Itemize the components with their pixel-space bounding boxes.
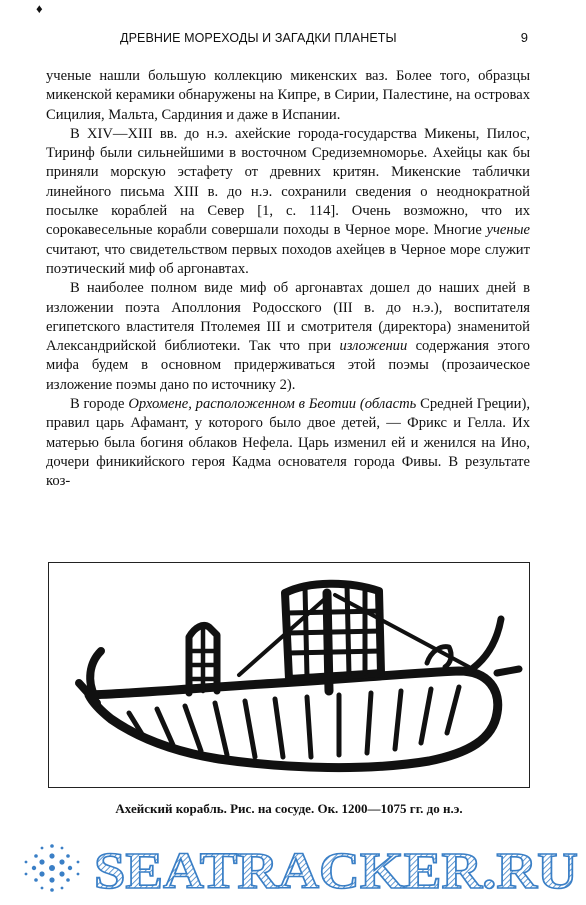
italic-phrase: Орхомене, расположенном в Беотии (область — [128, 396, 417, 413]
text-run: считают, что свидетельством первых походов ахейцев в Черное море служит поэтический миф об аргонавтах. — [46, 241, 530, 277]
text-run: В городе — [70, 396, 129, 413]
watermark-globe-icon — [25, 844, 80, 892]
text-run: В наиболее полном виде миф об аргонавтах дошел до наших дней в изложении поэта Аполлония Родосского (III в. до н.э.), воспитателя египетского властителя Птолемея III и смотрителя (директора) знаменитой Александрийской библиотеки. Так что при — [46, 280, 530, 355]
text-run: Средней Греции), правил царь Афамант, у которого было двое детей, — Фрикс и Гелла. Их матерью была богиня облаков Нефела. Царь изменил ей и женился на Ино, дочери финикийского героя Кадма основателя города Фивы. В результате коз- — [46, 396, 530, 490]
ship-drawing-image — [49, 563, 529, 787]
corner-mark: ♦ — [36, 1, 43, 16]
watermark-logo — [8, 838, 586, 898]
text-run: содержания этого мифа будем в основном придерживаться этой поэмы (прозаическое изложение поэмы дано по источнику 2). — [46, 338, 530, 393]
watermark-svg — [8, 838, 586, 898]
watermark-text: SEATRACKER.RU — [94, 843, 578, 898]
body-text — [46, 67, 530, 492]
italic-phrase: ученые — [486, 222, 530, 239]
page-number: 9 — [520, 30, 528, 45]
paragraph — [46, 125, 530, 279]
paragraph — [46, 395, 530, 491]
text-run: ученые нашли большую коллекцию микенских ваз. Более того, образцы микенской керамики обнаружены на Кипре, в Сирии, Палестине, на островах Сицилия, Мальта, Сардиния и даже в Испании. — [46, 68, 530, 123]
paragraph — [46, 67, 530, 125]
figure-caption: Ахейский корабль. Рис. на сосуде. Ок. 1200—1075 гг. до н.э. — [115, 801, 463, 816]
running-head-title: ДРЕВНИЕ МОРЕХОДЫ И ЗАГАДКИ ПЛАНЕТЫ — [120, 31, 397, 45]
text-run: В XIV—XIII вв. до н.э. ахейские города-государства Микены, Пилос, Тиринф были сильнейшими в восточном Средиземноморье. Ахейцы как бы приняли морскую эстафету от древних критян. Микенские таблички линейного письма XIII в. до н.э. сохранили сведения о неоднократной посылке кораблей на Север [1, с. 114]. Очень возможно, что их сорокавесельные корабли совершали походы в Черное море. Многие — [46, 125, 530, 239]
paragraph — [46, 279, 530, 395]
figure-ship-drawing — [48, 562, 530, 788]
italic-phrase: изложении — [339, 338, 408, 355]
